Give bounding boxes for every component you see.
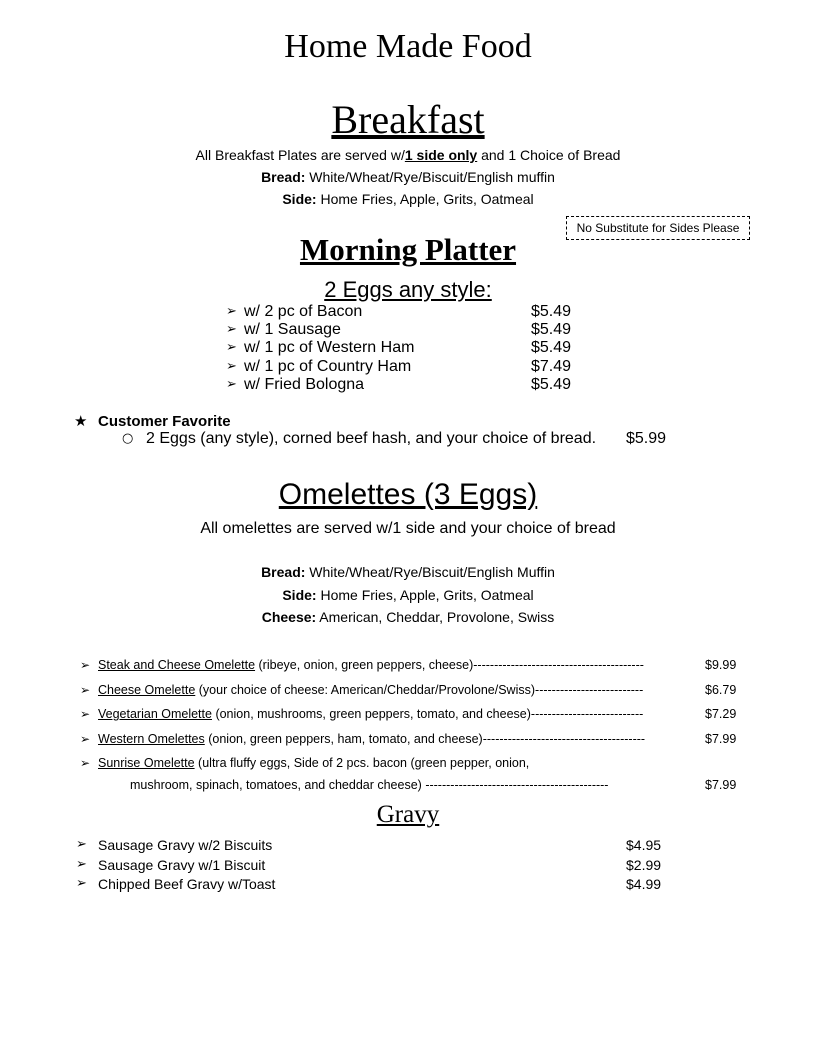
omelette-item-text bbox=[98, 683, 704, 697]
dotted-leader: ----------------------------------------- bbox=[473, 658, 644, 672]
omelette-price: $7.29 bbox=[705, 707, 737, 721]
star-icon: ★ bbox=[74, 412, 88, 430]
platter-item-name: w/ 1 Sausage bbox=[244, 321, 341, 338]
arrow-bullet-icon: ➢ bbox=[226, 304, 237, 319]
platter-item-name: w/ 2 pc of Bacon bbox=[244, 303, 363, 320]
omelette-name: Steak and Cheese Omelette bbox=[98, 658, 256, 672]
morning-platter-subheading: 2 Eggs any style: bbox=[324, 277, 492, 302]
breakfast-served-line bbox=[0, 147, 816, 163]
omelette-name: Vegetarian Omelette bbox=[98, 707, 212, 721]
served-emphasis: 1 side only bbox=[404, 147, 478, 163]
omelette-desc: (onion, green peppers, ham, tomato, and cheese) bbox=[204, 732, 483, 746]
omelette-item-text bbox=[98, 707, 704, 721]
arrow-bullet-icon: ➢ bbox=[80, 658, 91, 672]
omelettes-served-line: All omelettes are served w/1 side and your choice of bread bbox=[200, 520, 616, 537]
dotted-leader: -------------------------------------------- bbox=[425, 778, 609, 792]
omelette-item-text bbox=[98, 658, 704, 672]
platter-item-price: $5.49 bbox=[531, 321, 572, 338]
platter-item-name: w/ 1 pc of Western Ham bbox=[244, 339, 415, 356]
platter-item-price: $5.49 bbox=[531, 303, 572, 320]
gravy-heading: Gravy bbox=[376, 801, 440, 828]
platter-item-price: $5.49 bbox=[531, 339, 572, 356]
bread-label: Bread: bbox=[261, 169, 306, 185]
side-label: Side: bbox=[282, 191, 317, 207]
cheese-label: Cheese: bbox=[261, 609, 317, 625]
omelette-desc: (ultra fluffy eggs, Side of 2 pcs. bacon (green pepper, onion, bbox=[194, 756, 530, 770]
platter-item-price: $7.49 bbox=[531, 358, 572, 375]
gravy-item-price: $4.95 bbox=[626, 837, 662, 853]
side-options: Home Fries, Apple, Grits, Oatmeal bbox=[316, 587, 534, 603]
omelettes-heading: Omelettes (3 Eggs) bbox=[278, 478, 538, 511]
arrow-bullet-icon: ➢ bbox=[76, 837, 87, 852]
arrow-bullet-icon: ➢ bbox=[226, 359, 237, 374]
arrow-bullet-icon: ➢ bbox=[80, 732, 91, 746]
omelette-name: Sunrise Omelette bbox=[98, 756, 195, 770]
side-options: Home Fries, Apple, Grits, Oatmeal bbox=[316, 191, 534, 207]
favorite-item-text: 2 Eggs (any style), corned beef hash, and your choice of bread. bbox=[146, 430, 597, 447]
gravy-item-price: $2.99 bbox=[626, 857, 662, 873]
arrow-bullet-icon: ➢ bbox=[226, 322, 237, 337]
platter-item-name: w/ 1 pc of Country Ham bbox=[244, 358, 412, 375]
arrow-bullet-icon: ➢ bbox=[226, 377, 237, 392]
arrow-bullet-icon: ➢ bbox=[80, 707, 91, 721]
arrow-bullet-icon: ➢ bbox=[80, 683, 91, 697]
platter-item-price: $5.49 bbox=[531, 376, 572, 393]
gravy-item-name: Sausage Gravy w/2 Biscuits bbox=[98, 837, 273, 853]
breakfast-side-line bbox=[0, 191, 816, 207]
dotted-leader: -------------------------- bbox=[535, 683, 644, 697]
omelette-item-text bbox=[98, 732, 704, 746]
omelette-name: Cheese Omelette bbox=[98, 683, 196, 697]
bread-options: White/Wheat/Rye/Biscuit/English Muffin bbox=[305, 564, 555, 580]
omelette-item-text-continued bbox=[130, 778, 704, 792]
omelette-desc: (onion, mushrooms, green peppers, tomato, and cheese) bbox=[211, 707, 531, 721]
omelette-desc: (your choice of cheese: American/Cheddar/Provolone/Swiss) bbox=[195, 683, 536, 697]
gravy-item-name: Sausage Gravy w/1 Biscuit bbox=[98, 857, 266, 873]
breakfast-heading: Breakfast bbox=[331, 97, 485, 142]
omelette-name: Western Omelettes bbox=[98, 732, 205, 746]
arrow-bullet-icon: ➢ bbox=[80, 756, 91, 770]
circle-bullet-icon: ○ bbox=[122, 431, 134, 446]
omelette-price: $7.99 bbox=[705, 732, 737, 746]
omelettes-cheese-line bbox=[0, 609, 816, 625]
omelette-price: $9.99 bbox=[705, 658, 737, 672]
cheese-options: American, Cheddar, Provolone, Swiss bbox=[316, 609, 555, 625]
omelettes-bread-line bbox=[0, 564, 816, 580]
customer-favorite-label: Customer Favorite bbox=[98, 413, 231, 430]
side-label: Side: bbox=[282, 587, 317, 603]
bread-options: White/Wheat/Rye/Biscuit/English muffin bbox=[305, 169, 555, 185]
omelette-desc-continued: mushroom, spinach, tomatoes, and cheddar cheese) bbox=[130, 778, 422, 792]
platter-item-name: w/ Fried Bologna bbox=[244, 376, 365, 393]
dotted-leader: --------------------------------------- bbox=[482, 732, 646, 746]
gravy-item-price: $4.99 bbox=[626, 876, 662, 892]
arrow-bullet-icon: ➢ bbox=[226, 340, 237, 355]
omelette-item-text bbox=[98, 756, 529, 770]
dotted-leader: --------------------------- bbox=[530, 707, 644, 721]
bread-label: Bread: bbox=[261, 564, 306, 580]
omelette-price: $7.99 bbox=[705, 778, 737, 792]
page-title: Home Made Food bbox=[284, 28, 532, 65]
omelettes-side-line bbox=[0, 587, 816, 603]
served-suffix: and 1 Choice of Bread bbox=[477, 147, 621, 163]
breakfast-bread-line bbox=[0, 169, 816, 185]
no-substitute-note: No Substitute for Sides Please bbox=[566, 216, 750, 240]
omelette-desc: (ribeye, onion, green peppers, cheese) bbox=[255, 658, 474, 672]
morning-platter-heading: Morning Platter bbox=[299, 232, 517, 267]
arrow-bullet-icon: ➢ bbox=[76, 857, 87, 872]
served-prefix: All Breakfast Plates are served w/ bbox=[195, 147, 405, 163]
gravy-item-name: Chipped Beef Gravy w/Toast bbox=[98, 876, 276, 892]
favorite-item-price: $5.99 bbox=[626, 430, 667, 447]
omelette-price: $6.79 bbox=[705, 683, 737, 697]
arrow-bullet-icon: ➢ bbox=[76, 876, 87, 891]
